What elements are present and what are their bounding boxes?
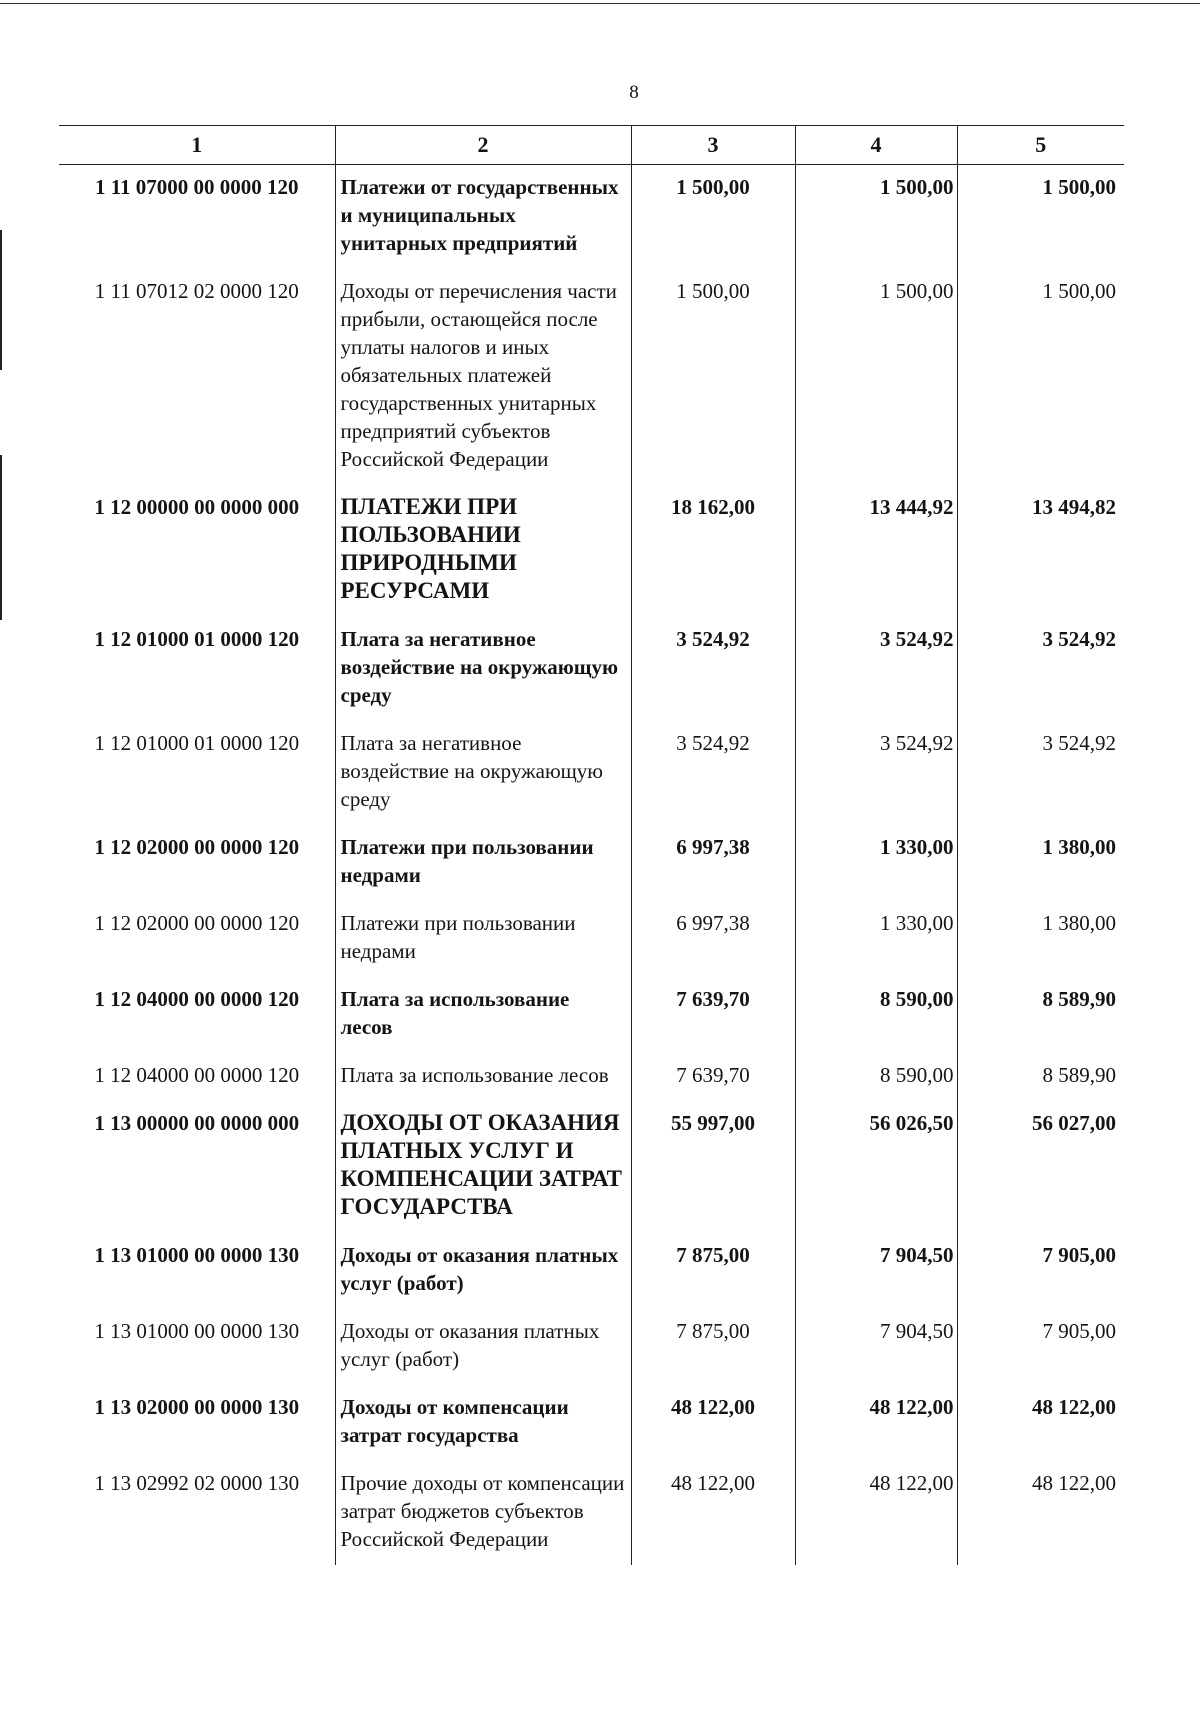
row-code: 1 11 07012 02 0000 120 (94, 279, 299, 303)
column-header-4: 4 (795, 126, 957, 165)
row-value-5: 7 905,00 (957, 1309, 1124, 1385)
row-value-3: 48 122,00 (631, 1385, 795, 1461)
row-code: 1 12 00000 00 0000 000 (94, 495, 300, 519)
row-name: ПЛАТЕЖИ ПРИ ПОЛЬЗОВАНИИ ПРИРОДНЫМИ РЕСУРСАМИ (335, 485, 631, 617)
column-header-name: 2 (335, 126, 631, 165)
column-header-code: 1 (59, 126, 335, 165)
row-name: Плата за негативное воздействие на окружающую среду (335, 617, 631, 721)
budget-revenue-table (59, 125, 1124, 1565)
row-code: 1 12 04000 00 0000 120 (94, 987, 300, 1011)
row-value-3: 7 875,00 (631, 1309, 795, 1385)
row-name: Плата за использование лесов (335, 977, 631, 1053)
row-code: 1 13 02992 02 0000 130 (94, 1471, 300, 1495)
row-value-4: 7 904,50 (795, 1309, 957, 1385)
table-header-row (59, 126, 1124, 165)
row-value-4: 7 904,50 (795, 1233, 957, 1309)
row-value-5: 56 027,00 (957, 1101, 1124, 1233)
row-value-5: 1 500,00 (957, 269, 1124, 485)
row-value-5: 8 589,90 (957, 977, 1124, 1053)
scan-margin-mark (0, 230, 2, 370)
row-name: Платежи при пользовании недрами (335, 825, 631, 901)
page-number: 8 (629, 82, 639, 103)
row-value-3: 6 997,38 (631, 825, 795, 901)
row-value-5: 48 122,00 (957, 1461, 1124, 1565)
row-value-3: 55 997,00 (631, 1101, 795, 1233)
table-row (59, 1101, 1124, 1233)
row-code: 1 12 02000 00 0000 120 (94, 911, 300, 935)
row-name: Плата за использование лесов (335, 1053, 631, 1101)
row-value-4: 1 500,00 (795, 269, 957, 485)
row-code: 1 13 02000 00 0000 130 (94, 1395, 300, 1419)
row-value-3: 1 500,00 (631, 165, 795, 270)
row-code: 1 11 07000 00 0000 120 (94, 175, 299, 199)
row-value-4: 3 524,92 (795, 617, 957, 721)
row-name: Доходы от оказания платных услуг (работ) (335, 1233, 631, 1309)
row-code: 1 12 02000 00 0000 120 (94, 835, 300, 859)
table-row (59, 825, 1124, 901)
row-value-4: 1 500,00 (795, 165, 957, 270)
table-row (59, 901, 1124, 977)
table-row (59, 1461, 1124, 1565)
row-name: Платежи при пользовании недрами (335, 901, 631, 977)
row-code: 1 13 01000 00 0000 130 (94, 1243, 300, 1267)
top-rule (0, 3, 1200, 4)
row-code: 1 13 00000 00 0000 000 (94, 1111, 300, 1135)
table-row (59, 269, 1124, 485)
table-row (59, 485, 1124, 617)
table-row (59, 617, 1124, 721)
row-value-5: 3 524,92 (957, 721, 1124, 825)
row-value-3: 7 639,70 (631, 1053, 795, 1101)
row-value-3: 3 524,92 (631, 721, 795, 825)
column-header-3: 3 (631, 126, 795, 165)
row-name: Платежи от государственных и муниципальных унитарных предприятий (335, 165, 631, 270)
table-row (59, 1309, 1124, 1385)
row-value-5: 7 905,00 (957, 1233, 1124, 1309)
row-name: Плата за негативное воздействие на окружающую среду (335, 721, 631, 825)
row-value-3: 18 162,00 (631, 485, 795, 617)
row-code: 1 13 01000 00 0000 130 (94, 1319, 300, 1343)
row-code: 1 12 01000 01 0000 120 (94, 627, 300, 651)
row-value-4: 48 122,00 (795, 1461, 957, 1565)
row-value-5: 13 494,82 (957, 485, 1124, 617)
row-code: 1 12 04000 00 0000 120 (94, 1063, 300, 1087)
row-value-4: 3 524,92 (795, 721, 957, 825)
row-value-3: 3 524,92 (631, 617, 795, 721)
row-name: Доходы от компенсации затрат государства (335, 1385, 631, 1461)
row-value-5: 3 524,92 (957, 617, 1124, 721)
row-value-5: 48 122,00 (957, 1385, 1124, 1461)
row-value-4: 8 590,00 (795, 1053, 957, 1101)
row-name: Доходы от оказания платных услуг (работ) (335, 1309, 631, 1385)
row-name: Прочие доходы от компенсации затрат бюджетов субъектов Российской Федерации (335, 1461, 631, 1565)
row-value-3: 6 997,38 (631, 901, 795, 977)
table-row (59, 721, 1124, 825)
row-value-5: 1 380,00 (957, 901, 1124, 977)
table-row (59, 165, 1124, 270)
row-value-4: 56 026,50 (795, 1101, 957, 1233)
row-value-3: 1 500,00 (631, 269, 795, 485)
table-row (59, 1233, 1124, 1309)
row-value-3: 7 639,70 (631, 977, 795, 1053)
row-value-5: 1 380,00 (957, 825, 1124, 901)
table-row (59, 1053, 1124, 1101)
row-value-3: 48 122,00 (631, 1461, 795, 1565)
row-name: Доходы от перечисления части прибыли, остающейся после уплаты налогов и иных обязательных платежей государственных унитарных предприятий субъектов Российской Федерации (335, 269, 631, 485)
table-row (59, 1385, 1124, 1461)
row-value-3: 7 875,00 (631, 1233, 795, 1309)
table-row (59, 977, 1124, 1053)
row-value-5: 8 589,90 (957, 1053, 1124, 1101)
row-value-4: 13 444,92 (795, 485, 957, 617)
row-name: ДОХОДЫ ОТ ОКАЗАНИЯ ПЛАТНЫХ УСЛУГ И КОМПЕНСАЦИИ ЗАТРАТ ГОСУДАРСТВА (335, 1101, 631, 1233)
row-value-4: 48 122,00 (795, 1385, 957, 1461)
row-value-4: 1 330,00 (795, 901, 957, 977)
row-value-4: 1 330,00 (795, 825, 957, 901)
column-header-5: 5 (957, 126, 1124, 165)
scan-margin-mark (0, 455, 2, 620)
row-code: 1 12 01000 01 0000 120 (94, 731, 300, 755)
row-value-4: 8 590,00 (795, 977, 957, 1053)
row-value-5: 1 500,00 (957, 165, 1124, 270)
